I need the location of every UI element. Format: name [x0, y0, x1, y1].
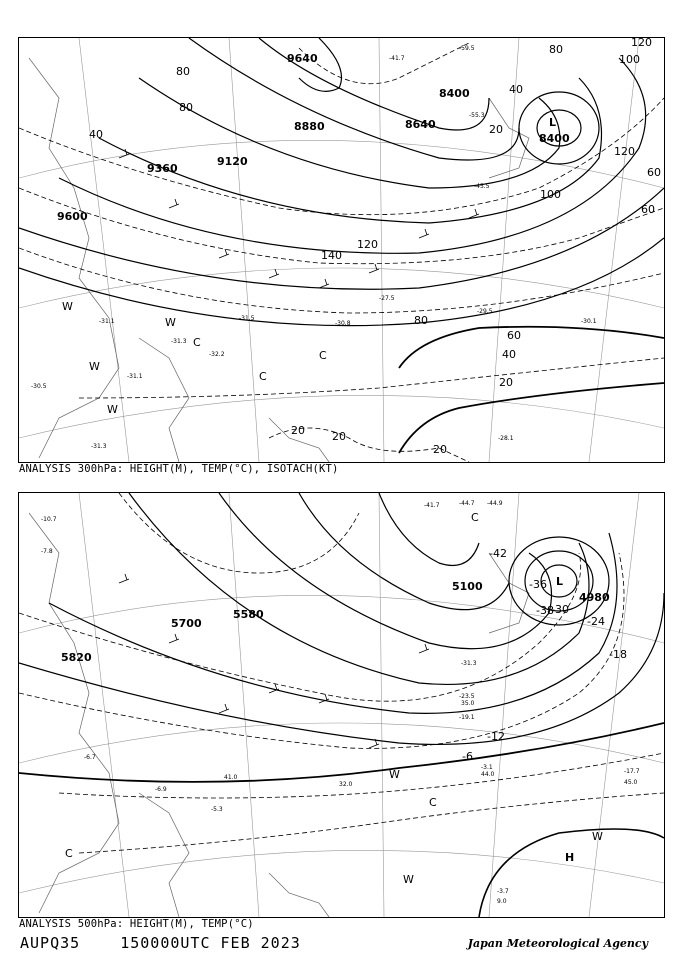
isotach-label: 140: [321, 249, 342, 262]
temperature-label: -36: [529, 578, 547, 591]
station-value: 32.0: [339, 781, 353, 788]
caption-500hpa: ANALYSIS 500hPa: HEIGHT(M), TEMP(°C): [19, 918, 254, 930]
height-label: 8400: [439, 87, 470, 100]
pressure-centers: [62, 116, 556, 416]
temperature-label: -24: [587, 615, 605, 628]
station-value: -44.7: [459, 500, 475, 507]
warm-center-mark: W: [403, 873, 414, 886]
station-value: -31.3: [461, 660, 477, 667]
isotach-label: 80: [176, 65, 190, 78]
station-value: -31.1: [127, 373, 143, 380]
station-value: -30.5: [31, 383, 47, 390]
isotach-label: 40: [509, 83, 523, 96]
temperature-label: -42: [489, 547, 507, 560]
low-center-mark: L: [556, 575, 564, 588]
station-value: 45.0: [624, 779, 638, 786]
station-values: [41, 500, 640, 905]
isotach-label: 60: [641, 203, 655, 216]
station-value: -59.5: [459, 45, 475, 52]
bulletin-time: 150000UTC FEB 2023: [120, 934, 301, 952]
station-value: -3.1: [481, 764, 493, 771]
station-value: 44.0: [481, 771, 495, 778]
isotach-label: 40: [502, 348, 516, 361]
height-label: 8640: [405, 118, 436, 131]
isotach-label: 20: [499, 376, 513, 389]
temperature-label: -6: [462, 750, 473, 763]
isotach-label: 120: [357, 238, 378, 251]
station-value: -44.9: [487, 500, 503, 507]
height-contours: [19, 38, 664, 453]
station-value: -7.8: [41, 548, 53, 555]
warm-center-mark: W: [62, 300, 73, 313]
cold-center-mark: C: [429, 796, 437, 809]
cold-center-mark: C: [193, 336, 201, 349]
warm-center-mark: W: [389, 768, 400, 781]
caption-300hpa: ANALYSIS 300hPa: HEIGHT(M), TEMP(°C), ISOTACH(KT): [19, 463, 339, 475]
temperature-label: -38: [536, 604, 554, 617]
station-value: -41.7: [424, 502, 440, 509]
station-value: -30.8: [335, 320, 351, 327]
temperature-label: -12: [487, 730, 505, 743]
station-value: -31.5: [239, 315, 255, 322]
station-value: -32.2: [209, 351, 225, 358]
isotach-label: 120: [614, 145, 635, 158]
coastline: [29, 513, 529, 917]
isotach-label: 20: [291, 424, 305, 437]
height-label: 9640: [287, 52, 318, 65]
height-label: 5580: [233, 608, 264, 621]
bulletin-header: [20, 934, 331, 952]
agency-name: Japan Meteorological Agency: [467, 937, 648, 950]
station-value: -19.1: [459, 714, 475, 721]
warm-center-mark: W: [165, 316, 176, 329]
station-value: -29.5: [477, 308, 493, 315]
height-label: 8880: [294, 120, 325, 133]
station-value: -45.5: [474, 183, 490, 190]
warm-center-mark: W: [592, 830, 603, 843]
height-label: 9600: [57, 210, 88, 223]
station-value: -28.1: [498, 435, 514, 442]
isotach-label: 80: [414, 314, 428, 327]
isotach-label: 60: [507, 329, 521, 342]
coastline: [29, 58, 529, 462]
isotach-label: 100: [540, 188, 561, 201]
station-value: -23.5: [459, 693, 475, 700]
isotach-label: 100: [619, 53, 640, 66]
isotach-label: 20: [433, 443, 447, 456]
station-value: -17.7: [624, 768, 640, 775]
station-value: -5.3: [211, 806, 223, 813]
station-value: -31.1: [99, 318, 115, 325]
bulletin-code: AUPQ35: [20, 934, 81, 952]
map-300hpa-drawing: [19, 38, 664, 462]
station-temperatures: [31, 45, 597, 450]
station-value: 9.0: [497, 898, 507, 905]
station-value: -6.9: [155, 786, 167, 793]
cold-center-mark: C: [471, 511, 479, 524]
isotach-label: 60: [647, 166, 661, 179]
isotach-label: 120: [631, 38, 652, 49]
isotach-label: 80: [549, 43, 563, 56]
isotach-label: 20: [489, 123, 503, 136]
cold-center-mark: C: [319, 349, 327, 362]
station-value: -3.7: [497, 888, 509, 895]
map-300hpa: [18, 37, 665, 463]
height-label: 9360: [147, 162, 178, 175]
height-label: 4980: [579, 591, 610, 604]
temperature-label: -18: [609, 648, 627, 661]
height-label: 8400: [539, 132, 570, 145]
isotach-label: 80: [179, 101, 193, 114]
wind-barbs: [119, 574, 429, 748]
station-value: -55.3: [469, 112, 485, 119]
height-label: 5700: [171, 617, 202, 630]
high-center-mark: H: [565, 851, 575, 864]
height-label: 5820: [61, 651, 92, 664]
isotach-label: 40: [89, 128, 103, 141]
height-label: 5100: [452, 580, 483, 593]
temperature-label: -30: [551, 603, 569, 616]
warm-center-mark: W: [107, 403, 118, 416]
station-value: -30.1: [581, 318, 597, 325]
isotach-label: 20: [332, 430, 346, 443]
low-center-mark: L: [549, 116, 557, 129]
station-value: -41.7: [389, 55, 405, 62]
station-value: -31.3: [171, 338, 187, 345]
warm-center-mark: W: [89, 360, 100, 373]
map-500hpa: [18, 492, 665, 918]
height-labels: [57, 52, 570, 223]
height-label: 9120: [217, 155, 248, 168]
cold-center-mark: C: [259, 370, 267, 383]
station-value: -27.5: [379, 295, 395, 302]
station-value: -10.7: [41, 516, 57, 523]
cold-center-mark: C: [65, 847, 73, 860]
map-500hpa-drawing: [19, 493, 664, 917]
station-value: -31.3: [91, 443, 107, 450]
station-value: 35.0: [461, 700, 475, 707]
station-value: -6.7: [84, 754, 96, 761]
station-value: 41.0: [224, 774, 238, 781]
